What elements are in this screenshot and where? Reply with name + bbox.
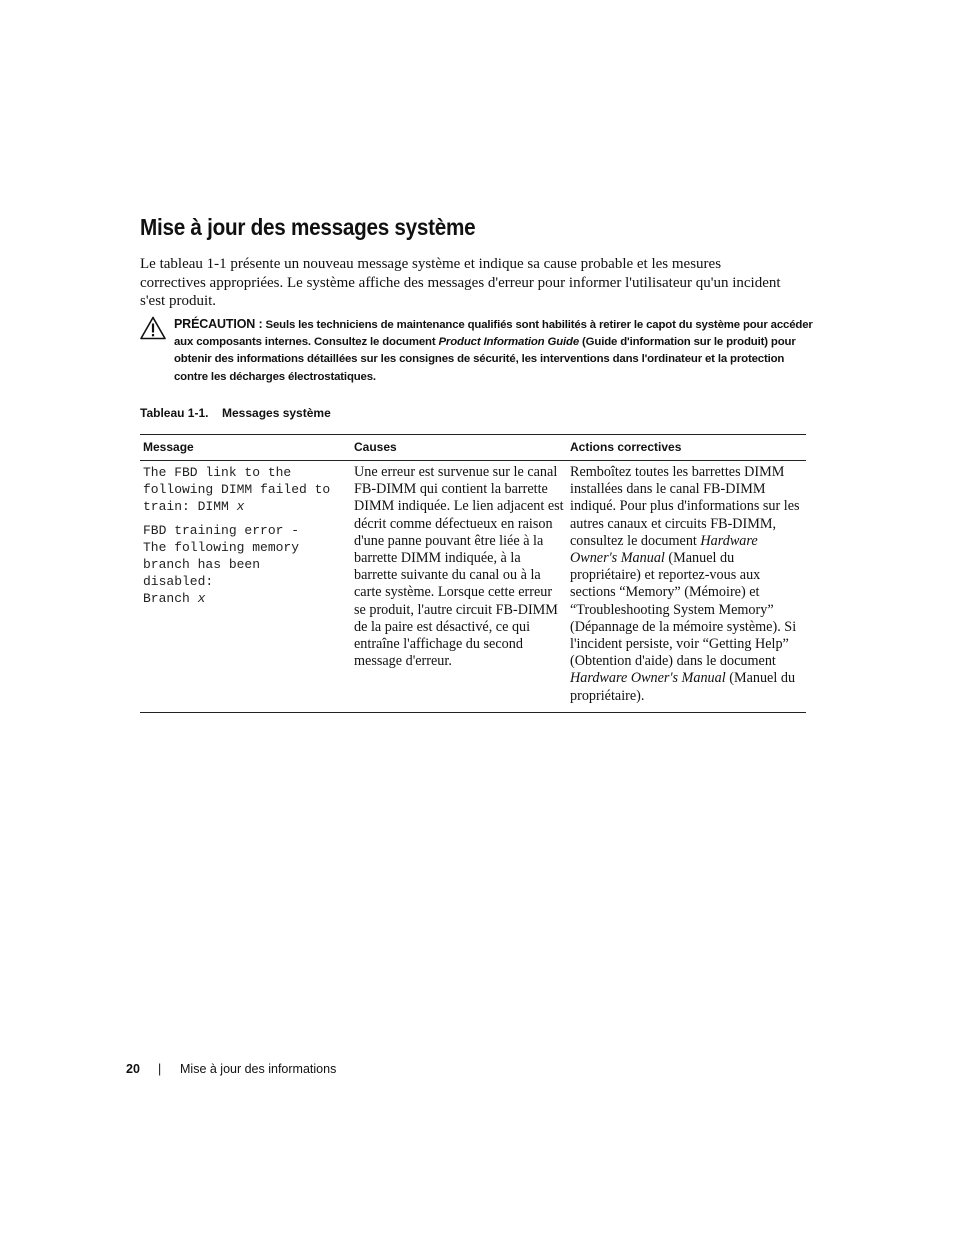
- table-row: [140, 461, 806, 713]
- table-caption-number: Tableau 1-1.: [140, 406, 209, 420]
- caution-text: [174, 316, 816, 386]
- action-text: [570, 464, 803, 705]
- cell-cause: [351, 461, 567, 713]
- action-part-1: Remboîtez toutes les barrettes DIMM installées dans le canal FB-DIMM indiqué. Pour plus d'informations sur les autres canaux et circuits FB-DIMM, consultez le document: [570, 464, 800, 549]
- footer-section: Mise à jour des informations: [180, 1062, 337, 1076]
- table-header-row: [140, 435, 806, 461]
- footer-separator: |: [158, 1062, 162, 1076]
- message-2-variable: x: [197, 591, 206, 606]
- intro-paragraph: Le tableau 1-1 présente un nouveau message système et indique sa cause probable et les mesures correctives appropriées. Le système affiche des messages d'erreur pour informer l'utilisateur qu'un incident s'est produit.: [140, 256, 781, 309]
- caution-label: PRÉCAUTION :: [174, 317, 263, 331]
- table-caption: [140, 406, 331, 420]
- cell-message: [140, 461, 351, 713]
- page-number: 20: [126, 1062, 140, 1076]
- action-book-1: Hardware Owner's Manual: [570, 532, 758, 567]
- action-book-2: Hardware Owner's Manual: [570, 670, 726, 687]
- header-causes: Causes: [351, 435, 567, 461]
- message-1: [143, 464, 348, 515]
- header-message: Message: [140, 435, 351, 461]
- table-caption-title: Messages système: [222, 406, 331, 420]
- cell-actions: [567, 461, 806, 713]
- header-actions: Actions correctives: [567, 435, 806, 461]
- caution-book-title: Product Information Guide: [438, 336, 580, 349]
- page-title: Mise à jour des messages système: [140, 214, 476, 240]
- message-2-text: FBD training error - The following memory branch has been disabled: Branch: [143, 523, 300, 606]
- caution-text-after: (Guide d'information sur le produit) pour obtenir des informations détaillées sur les consignes de sécurité, les interventions dans l'ordinateur et la protection contre les décharges électrostatiques.: [174, 336, 796, 383]
- action-part-2: (Manuel du propriétaire) et reportez-vous aux sections “Memory” (Mémoire) et “Troubleshooting System Memory” (Dépannage de la mémoire système). Si l'incident persiste, voir “Getting Help” (Obtention d'aide) dans le document: [570, 550, 797, 670]
- messages-table: [140, 434, 806, 713]
- message-2: [143, 522, 348, 607]
- caution-notice: [140, 316, 816, 386]
- action-part-3: (Manuel du propriétaire).: [570, 670, 796, 704]
- message-1-variable: x: [236, 499, 245, 514]
- cause-text: Une erreur est survenue sur le canal FB-DIMM qui contient la barrette DIMM indiquée. Le lien adjacent est décrit comme défectueux en raison d'une panne pouvant être liée à la barrette DIMM indiquée, à la barrette suivante du canal ou à la carte système. Lorsque cette erreur se produit, l'autre circuit FB-DIMM de la paire est désactivé, ce qui entraîne l'affichage du second message d'erreur.: [354, 464, 564, 670]
- page-footer: [126, 1062, 336, 1076]
- message-1-text: The FBD link to the following DIMM failed to train: DIMM: [143, 465, 331, 514]
- warning-triangle-icon: [140, 316, 166, 340]
- caution-text-before: Seuls les techniciens de maintenance qualifiés sont habilités à retirer le capot du système pour accéder aux composants internes. Consultez le document: [174, 319, 813, 349]
